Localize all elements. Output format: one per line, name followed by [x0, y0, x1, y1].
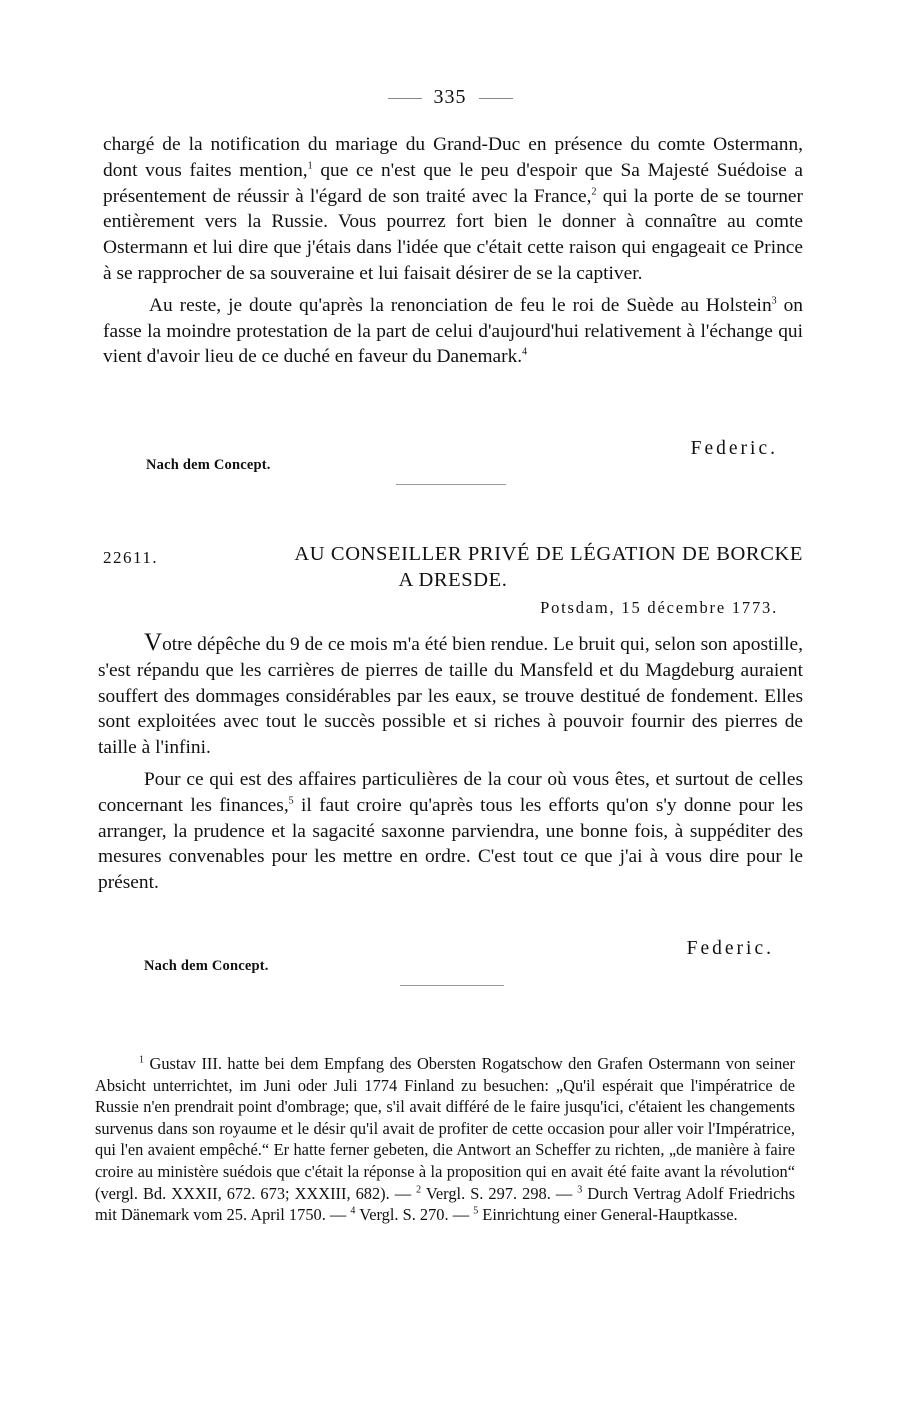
page-header: [0, 86, 900, 109]
footnote-marker-4: 4: [350, 1205, 356, 1217]
footnote-2-text: Vergl. S. 297. 298. —: [421, 1183, 578, 1203]
letter-1-paragraph-2: Au reste, je doute qu'après la renonciation de feu le roi de Suède au Holstein$^3$ on fasse la moindre protestation de la part de celui d'aujourd'hui relativement à l'échange qui vient d'avoir lieu de ce duché en faveur du Danemark.$^4$: [103, 294, 803, 368]
letter-1-signature: Federic.: [690, 438, 778, 459]
letter-1-paragraph-1: chargé de la notification du mariage du Grand-Duc en présence du comte Ostermann, dont vous faites mention,$^1$ que ce n'est que le peu d'espoir que Sa Majesté Suédoise a présentement de réussir à l'égard de son traité avec la France,$^2$ qui la porte de se tourner entièrement vers la Russie. Vous pourrez fort bien le donner à connaître au comte Ostermann et lui dire que j'étais dans l'idée que c'était cette raison qui engageait ce Prince à se rapprocher de sa souveraine et lui faisait désirer de se la captiver.: [103, 134, 803, 284]
letter-2-heading-line-1: AU CONSEILLER PRIVÉ DE LÉGATION DE BORCKE: [294, 543, 803, 565]
letter-1-source-note: Nach dem Concept.: [146, 457, 271, 473]
letter-2-dateline: Potsdam, 15 décembre 1773.: [540, 598, 778, 617]
letter-2-body: [98, 630, 803, 896]
footnotes: [95, 1053, 795, 1226]
footnote-marker-3: 3: [577, 1184, 583, 1196]
letter-2-paragraph-2: Pour ce qui est des affaires particulières de la cour où vous êtes, et surtout de celles concernant les finances,$^5$ il faut croire qu'après tous les efforts qu'on s'y donne pour les arranger, la prudence et la sagacité saxonne parviendra, une bonne fois, à suppéditer des mesures convenables pour les mettre en ordre. C'est tout ce que j'ai à vous dire pour le présent.: [98, 768, 803, 894]
footnote-ref-3: 3: [771, 295, 777, 307]
footnote-ref-4: 4: [522, 346, 528, 358]
header-dash-right: [479, 98, 513, 99]
page-number: 335: [433, 86, 467, 108]
footnote-3-text: Durch Vertrag Adolf Friedrichs mit Dänemark vom 25. April 1750. —: [95, 1183, 795, 1225]
letter-2-signature: Federic.: [686, 938, 774, 959]
footnote-4-text: Vergl. S. 270. —: [355, 1205, 474, 1225]
footnote-marker-5: 5: [473, 1205, 479, 1217]
footnote-marker-2: 2: [416, 1184, 422, 1196]
header-dash-left: [388, 98, 422, 99]
drop-cap: V: [144, 629, 163, 656]
section-divider-1: [396, 484, 506, 485]
section-divider-2: [400, 985, 504, 986]
footnote-ref-5: 5: [288, 795, 294, 807]
letter-1-body: [103, 132, 803, 370]
letter-2-source-note: Nach dem Concept.: [144, 958, 269, 974]
letter-2-heading: [103, 541, 803, 593]
footnote-ref-1: 1: [307, 160, 313, 172]
letter-2-heading-line-2: A DRESDE.: [398, 569, 508, 591]
footnote-block: [95, 1053, 795, 1226]
footnote-1-text: Gustav III. hatte bei dem Empfang des Obersten Rogatschow den Grafen Ostermann von seiner Absicht unterrichtet, im Juni oder Juli 1774 Finland zu besuchen: „Qu'il espérait que l'impératrice de Russie n'en prendrait point d'ombrage; que, s'il avait différé de le faire jusqu'ici, c'étaient les changements survenus dans son royaume et le désir qu'il avait de profiter de cette occasion pour aller voir l'Impératrice, qui l'en avaient empêché.“ Er hatte ferner gebeten, die Antwort an Scheffer zu richten, „de manière à faire croire au ministère suédois que c'était la réponse à la proposition qui en avait été faite avant la révolution“ (vergl. Bd. XXXII, 672. 673; XXXIII, 682). —: [95, 1054, 795, 1203]
letter-2-number: 22611.: [103, 548, 159, 567]
footnote-marker-1: 1: [139, 1054, 144, 1066]
letter-2-paragraph-1: Votre dépêche du 9 de ce mois m'a été bien rendue. Le bruit qui, selon son apostille, s'est répandu que les carrières de pierres de taille du Mansfeld et du Magdeburg auraient souffert des dommages considérables par les eaux, se trouve destitué de fondement. Elles sont exploitées avec tout le succès possible et si riches à pouvoir fournir des pierres de taille à l'infini.: [98, 629, 803, 759]
footnote-5-text: Einrichtung einer General-Hauptkasse.: [478, 1205, 738, 1225]
footnote-ref-2: 2: [591, 186, 597, 198]
